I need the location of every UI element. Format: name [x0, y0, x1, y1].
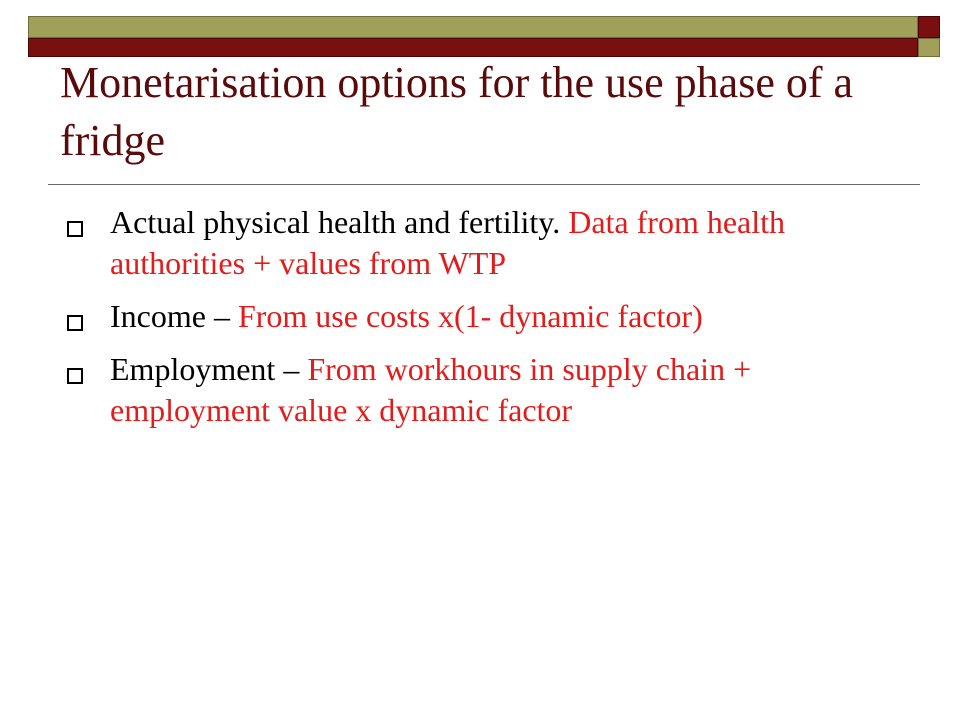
- bullet-detail: Data from health authorities + values from WTP: [110, 204, 786, 281]
- bullet-item-health: [62, 202, 912, 284]
- title-divider: [48, 184, 920, 185]
- bullet-list: [62, 202, 912, 443]
- bullet-detail: From workhours in supply chain + employment value x dynamic factor: [110, 351, 752, 428]
- slide-title: Monetarisation options for the use phase of a fridge: [60, 58, 854, 165]
- bullet-lead: Employment –: [110, 351, 308, 387]
- hollow-square-icon: [67, 368, 83, 384]
- hollow-square-icon: [67, 221, 83, 237]
- hollow-square-icon: [67, 315, 83, 331]
- bullet-item-employment: [62, 349, 912, 431]
- bullet-lead: Income –: [110, 298, 238, 334]
- bullet-lead: Actual physical health and fertility.: [110, 204, 569, 240]
- bullet-item-income: [62, 296, 912, 337]
- corner-olive-square: [918, 38, 940, 57]
- corner-maroon-square: [918, 16, 940, 38]
- header-olive-bar: [28, 16, 918, 38]
- bullet-detail: From use costs x(1- dynamic factor): [237, 298, 703, 334]
